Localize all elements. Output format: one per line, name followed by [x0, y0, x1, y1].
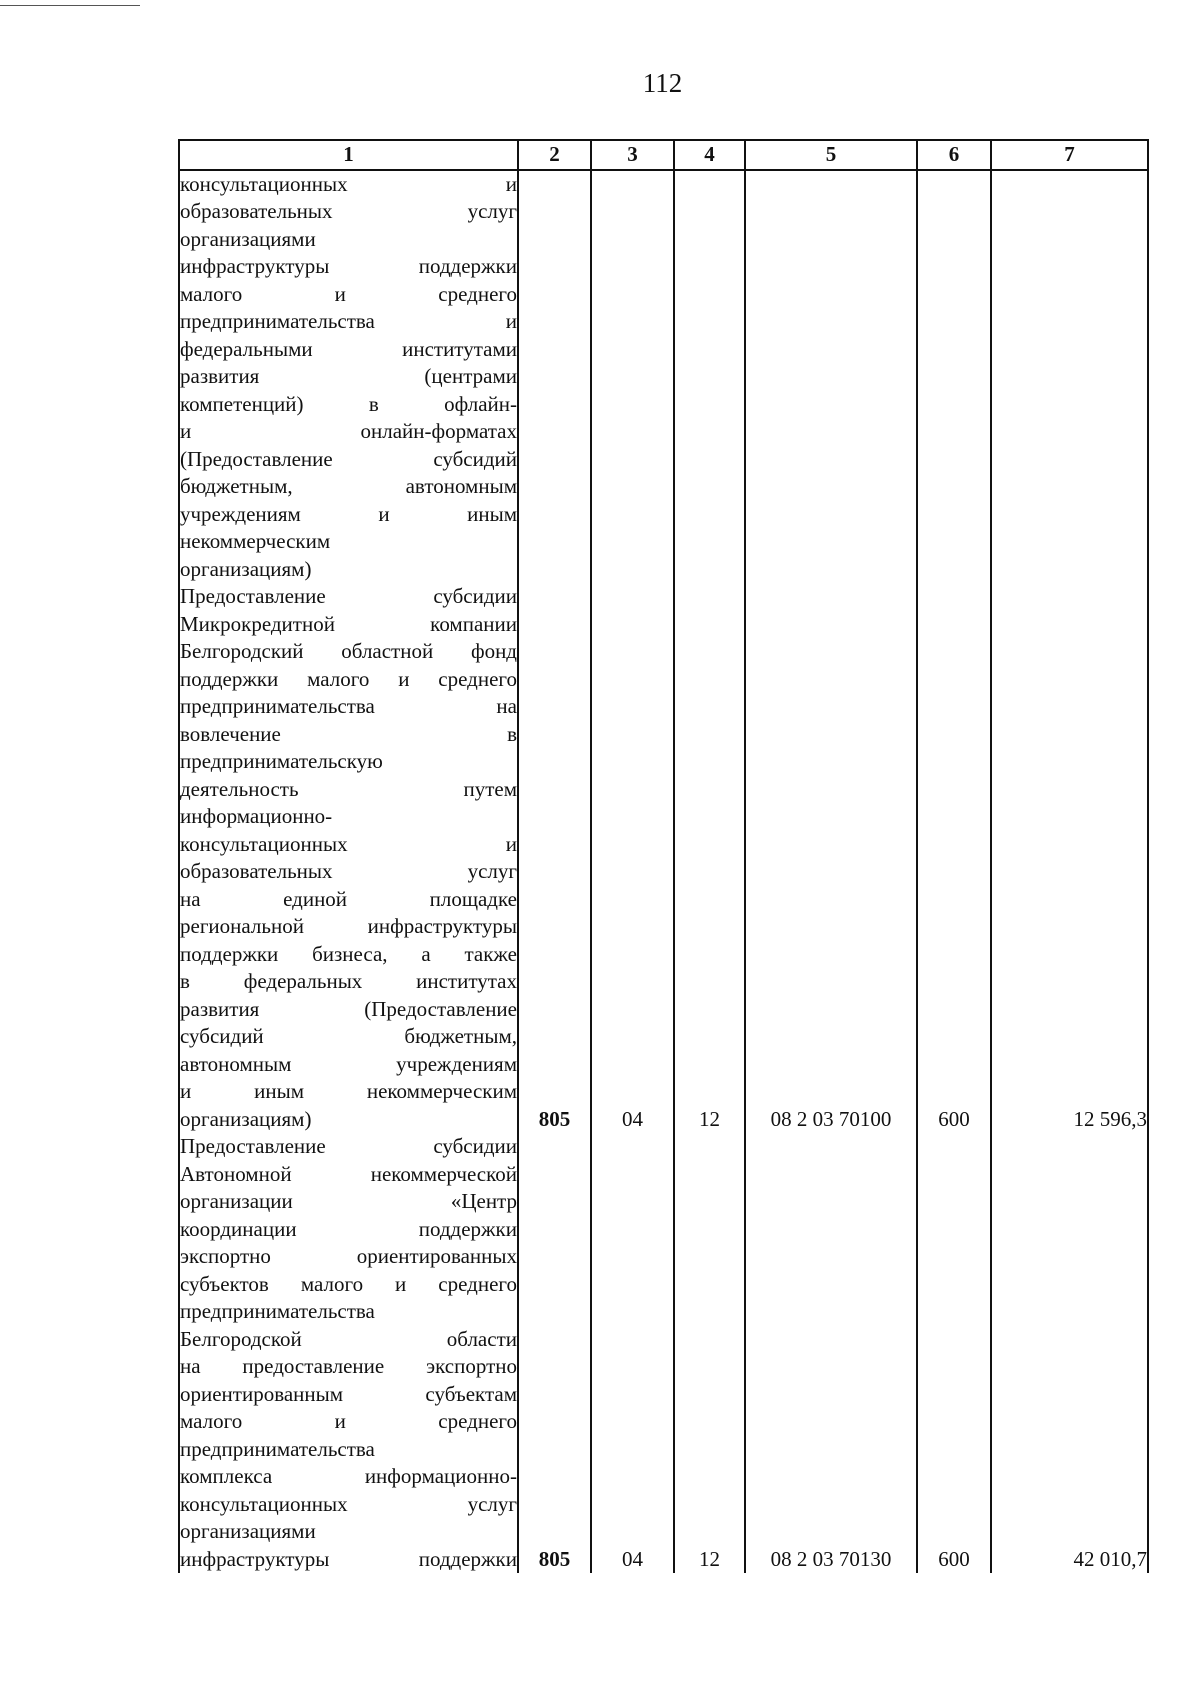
description-line: на предоставление экспортно	[180, 1354, 517, 1378]
section-code-cell: 04	[591, 583, 674, 1133]
column-header-2: 2	[518, 140, 591, 170]
description-line: Белгородской области	[180, 1326, 517, 1351]
ministry-code-cell: 805	[518, 583, 591, 1133]
page-number: 112	[642, 68, 683, 98]
amount-cell	[991, 170, 1148, 584]
description-line: (Предоставление субсидий	[180, 446, 517, 471]
subsection-code-cell	[674, 170, 745, 584]
target-article-cell: 08 2 03 70100	[745, 583, 917, 1133]
column-header-7: 7	[991, 140, 1148, 170]
description-line: инфраструктуры поддержки	[180, 1546, 517, 1571]
description-line: и иным некоммерческим	[180, 1079, 517, 1103]
description-line: организациями	[180, 1519, 316, 1543]
description-line: развития (центрами	[180, 364, 517, 388]
description-line: информационно-	[180, 804, 333, 828]
table-row	[179, 1133, 1148, 1573]
column-header-4: 4	[674, 140, 745, 170]
description-line: Автономной некоммерческой	[180, 1161, 517, 1186]
description-line: малого и среднего	[180, 1409, 517, 1433]
budget-table	[178, 139, 1149, 1573]
description-line: Микрокредитной компании	[180, 611, 517, 636]
expense-type-cell: 600	[917, 1133, 991, 1573]
description-line: образовательных услуг	[180, 199, 517, 223]
row-description	[179, 583, 518, 1133]
section-code-cell: 04	[591, 1133, 674, 1573]
description-line: предпринимательства	[180, 1436, 375, 1461]
description-line: поддержки малого и среднего	[180, 666, 517, 691]
description-line: развития (Предоставление	[180, 996, 517, 1021]
description-line: в федеральных институтах	[180, 969, 517, 993]
description-line: предпринимательскую	[180, 749, 383, 773]
description-line: консультационных и	[180, 831, 517, 856]
expense-type-cell: 600	[917, 583, 991, 1133]
ministry-code-cell	[518, 170, 591, 584]
description-line: экспортно ориентированных	[180, 1244, 517, 1268]
subsection-code-cell: 12	[674, 1133, 745, 1573]
column-header-1: 1	[179, 140, 518, 170]
description-line: ориентированным субъектам	[180, 1381, 517, 1406]
column-header-3: 3	[591, 140, 674, 170]
amount-cell: 12 596,3	[991, 583, 1148, 1133]
description-line: комплекса информационно-	[180, 1464, 517, 1488]
section-code-cell	[591, 170, 674, 584]
table-header-row	[179, 140, 1148, 170]
expense-type-cell	[917, 170, 991, 584]
description-line: деятельность путем	[180, 776, 517, 801]
description-line: предпринимательства и	[180, 309, 517, 333]
column-header-6: 6	[917, 140, 991, 170]
row-description	[179, 1133, 518, 1573]
description-line: учреждениям и иным	[180, 501, 517, 526]
description-line: предпринимательства	[180, 1299, 375, 1323]
description-line: вовлечение в	[180, 721, 517, 746]
scan-edge-mark	[0, 5, 140, 7]
description-line: консультационных услуг	[180, 1491, 517, 1516]
description-line: субъектов малого и среднего	[180, 1271, 517, 1296]
description-line: организациями	[180, 226, 316, 251]
target-article-cell	[745, 170, 917, 584]
description-line: компетенций) в офлайн-	[180, 391, 517, 416]
description-line: на единой площадке	[180, 886, 517, 911]
description-line: субсидий бюджетным,	[180, 1024, 517, 1048]
row-description	[179, 170, 518, 584]
target-article-cell: 08 2 03 70130	[745, 1133, 917, 1573]
subsection-code-cell: 12	[674, 583, 745, 1133]
ministry-code-cell: 805	[518, 1133, 591, 1573]
description-line: консультационных и	[180, 171, 517, 196]
description-line: Белгородский областной фонд	[180, 639, 517, 663]
description-line: Предоставление субсидии	[180, 584, 517, 608]
description-line: малого и среднего	[180, 281, 517, 306]
description-line: бюджетным, автономным	[180, 474, 517, 498]
description-line: предпринимательства на	[180, 694, 517, 718]
description-line: региональной инфраструктуры	[180, 914, 517, 938]
table-row	[179, 583, 1148, 1133]
table-body	[179, 170, 1148, 1574]
description-line: образовательных услуг	[180, 859, 517, 883]
description-line: организации «Центр	[180, 1189, 517, 1213]
description-line: организациям)	[180, 556, 312, 581]
description-line: поддержки бизнеса, а также	[180, 941, 517, 966]
description-line: федеральными институтами	[180, 336, 517, 361]
description-line: и онлайн-форматах	[180, 419, 517, 443]
amount-cell: 42 010,7	[991, 1133, 1148, 1573]
description-line: организациям)	[180, 1106, 312, 1131]
description-line: Предоставление субсидии	[180, 1134, 517, 1158]
description-line: координации поддержки	[180, 1216, 517, 1241]
column-header-5: 5	[745, 140, 917, 170]
table-row	[179, 170, 1148, 584]
description-line: автономным учреждениям	[180, 1051, 517, 1076]
description-line: некоммерческим	[180, 529, 331, 553]
description-line: инфраструктуры поддержки	[180, 254, 517, 278]
